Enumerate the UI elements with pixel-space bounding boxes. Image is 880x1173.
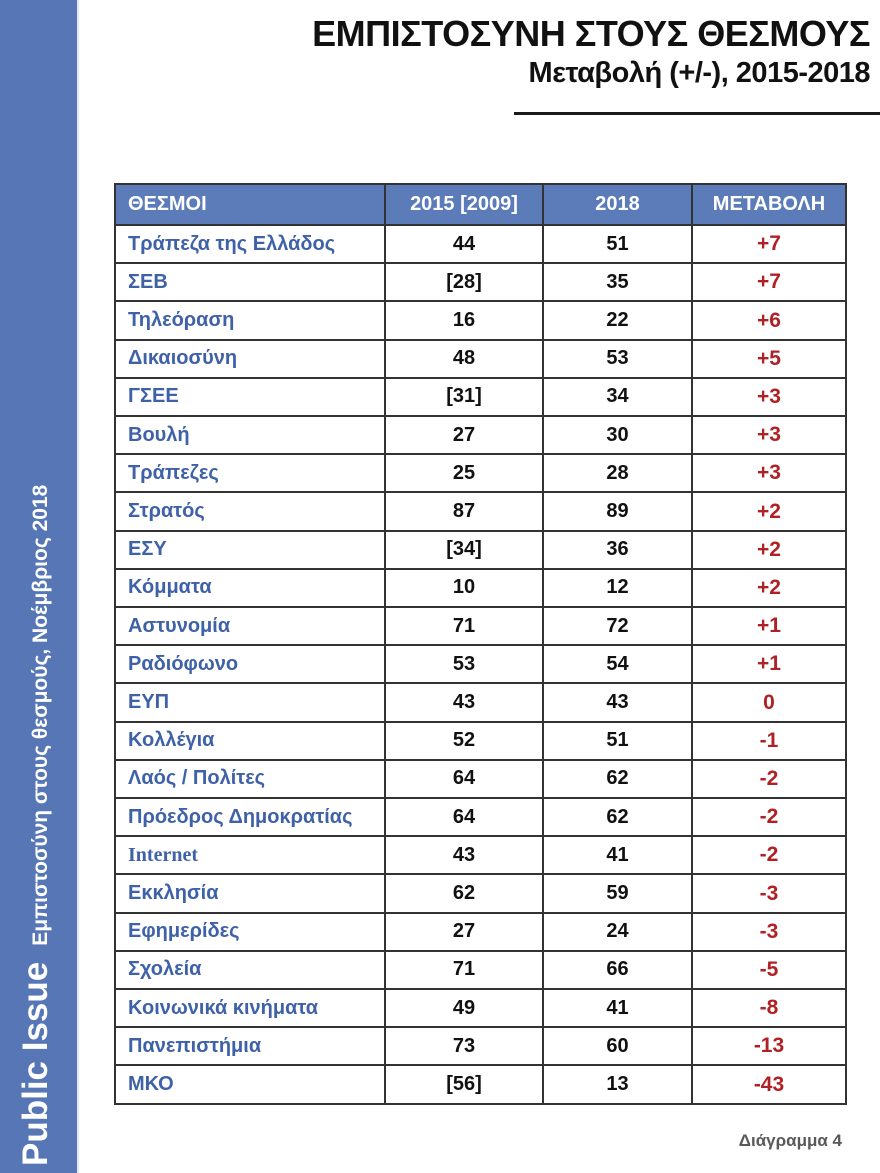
change-value-cell: -8 bbox=[692, 989, 846, 1027]
value-2015-cell: 10 bbox=[385, 569, 543, 607]
value-2015-cell: [28] bbox=[385, 263, 543, 301]
table-row bbox=[115, 225, 846, 263]
table-row bbox=[115, 874, 846, 912]
institution-name-cell: Δικαιοσύνη bbox=[115, 340, 385, 378]
value-2015-cell: 71 bbox=[385, 607, 543, 645]
institution-name-cell: ΜΚΟ bbox=[115, 1065, 385, 1104]
table-row bbox=[115, 760, 846, 798]
value-2015-cell: 64 bbox=[385, 798, 543, 836]
table-row bbox=[115, 301, 846, 339]
table-row bbox=[115, 454, 846, 492]
table-row bbox=[115, 989, 846, 1027]
value-2015-cell: [34] bbox=[385, 531, 543, 569]
change-value-cell: -1 bbox=[692, 722, 846, 760]
change-value-cell: +1 bbox=[692, 645, 846, 683]
value-2018-cell: 41 bbox=[543, 989, 692, 1027]
institution-name-cell: Αστυνομία bbox=[115, 607, 385, 645]
value-2015-cell: 16 bbox=[385, 301, 543, 339]
table-row bbox=[115, 378, 846, 416]
table-row bbox=[115, 416, 846, 454]
change-value-cell: -13 bbox=[692, 1027, 846, 1065]
sidebar bbox=[0, 0, 79, 1173]
table-row bbox=[115, 607, 846, 645]
trust-institutions-table bbox=[114, 183, 847, 1105]
value-2018-cell: 30 bbox=[543, 416, 692, 454]
institution-name-cell: ΕΣΥ bbox=[115, 531, 385, 569]
change-value-cell: +7 bbox=[692, 225, 846, 263]
table-row bbox=[115, 492, 846, 530]
institution-name-cell: Internet bbox=[115, 836, 385, 874]
change-value-cell: -5 bbox=[692, 951, 846, 989]
value-2018-cell: 89 bbox=[543, 492, 692, 530]
page-title: ΕΜΠΙΣΤΟΣΥΝΗ ΣΤΟΥΣ ΘΕΣΜΟΥΣ bbox=[312, 13, 870, 54]
value-2018-cell: 72 bbox=[543, 607, 692, 645]
chart-number: Διάγραμμα 4 bbox=[738, 1131, 842, 1150]
value-2015-cell: 52 bbox=[385, 722, 543, 760]
table-row bbox=[115, 798, 846, 836]
table-row bbox=[115, 263, 846, 301]
sidebar-vertical-text bbox=[16, 485, 56, 1166]
value-2018-cell: 54 bbox=[543, 645, 692, 683]
change-value-cell: +2 bbox=[692, 531, 846, 569]
change-value-cell: -2 bbox=[692, 836, 846, 874]
value-2018-cell: 66 bbox=[543, 951, 692, 989]
page-subtitle: Μεταβολή (+/-), 2015-2018 bbox=[528, 57, 870, 90]
value-2015-cell: 48 bbox=[385, 340, 543, 378]
change-value-cell: -43 bbox=[692, 1065, 846, 1104]
table-row bbox=[115, 569, 846, 607]
table-row bbox=[115, 1065, 846, 1104]
institution-name-cell: Πανεπιστήμια bbox=[115, 1027, 385, 1065]
value-2015-cell: 73 bbox=[385, 1027, 543, 1065]
value-2018-cell: 24 bbox=[543, 913, 692, 951]
brand-logo-text: Public Issue bbox=[16, 961, 55, 1166]
table-row bbox=[115, 531, 846, 569]
value-2015-cell: 27 bbox=[385, 416, 543, 454]
institution-name-cell: Κοινωνικά κινήματα bbox=[115, 989, 385, 1027]
value-2018-cell: 62 bbox=[543, 798, 692, 836]
column-header-institutions: ΘΕΣΜΟΙ bbox=[115, 184, 385, 225]
value-2018-cell: 41 bbox=[543, 836, 692, 874]
change-value-cell: +2 bbox=[692, 492, 846, 530]
value-2018-cell: 59 bbox=[543, 874, 692, 912]
change-value-cell: +6 bbox=[692, 301, 846, 339]
title-underline bbox=[514, 112, 880, 115]
institution-name-cell: Λαός / Πολίτες bbox=[115, 760, 385, 798]
table-row bbox=[115, 645, 846, 683]
institution-name-cell: ΣΕΒ bbox=[115, 263, 385, 301]
institution-name-cell: Κόμματα bbox=[115, 569, 385, 607]
sidebar-caption: Εμπιστοσύνη στους θεσμούς, Νοέμβριος 2018 bbox=[29, 484, 52, 946]
value-2018-cell: 53 bbox=[543, 340, 692, 378]
institution-name-cell: Τράπεζα της Ελλάδος bbox=[115, 225, 385, 263]
value-2015-cell: 71 bbox=[385, 951, 543, 989]
value-2015-cell: 53 bbox=[385, 645, 543, 683]
value-2015-cell: 43 bbox=[385, 836, 543, 874]
change-value-cell: +7 bbox=[692, 263, 846, 301]
table-row bbox=[115, 722, 846, 760]
value-2015-cell: 64 bbox=[385, 760, 543, 798]
institution-name-cell: Εκκλησία bbox=[115, 874, 385, 912]
change-value-cell: -3 bbox=[692, 874, 846, 912]
column-header-change: ΜΕΤΑΒΟΛΗ bbox=[692, 184, 846, 225]
column-header-2018: 2018 bbox=[543, 184, 692, 225]
value-2015-cell: 44 bbox=[385, 225, 543, 263]
institution-name-cell: Βουλή bbox=[115, 416, 385, 454]
table-row bbox=[115, 913, 846, 951]
value-2015-cell: 49 bbox=[385, 989, 543, 1027]
change-value-cell: +3 bbox=[692, 378, 846, 416]
institution-name-cell: Τράπεζες bbox=[115, 454, 385, 492]
value-2018-cell: 60 bbox=[543, 1027, 692, 1065]
value-2015-cell: 25 bbox=[385, 454, 543, 492]
value-2018-cell: 36 bbox=[543, 531, 692, 569]
value-2018-cell: 35 bbox=[543, 263, 692, 301]
value-2015-cell: 62 bbox=[385, 874, 543, 912]
value-2018-cell: 12 bbox=[543, 569, 692, 607]
change-value-cell: 0 bbox=[692, 683, 846, 721]
change-value-cell: -3 bbox=[692, 913, 846, 951]
value-2015-cell: [56] bbox=[385, 1065, 543, 1104]
change-value-cell: -2 bbox=[692, 798, 846, 836]
institution-name-cell: ΕΥΠ bbox=[115, 683, 385, 721]
institution-name-cell: Στρατός bbox=[115, 492, 385, 530]
change-value-cell: +2 bbox=[692, 569, 846, 607]
value-2018-cell: 34 bbox=[543, 378, 692, 416]
value-2015-cell: 87 bbox=[385, 492, 543, 530]
value-2015-cell: 27 bbox=[385, 913, 543, 951]
value-2018-cell: 43 bbox=[543, 683, 692, 721]
change-value-cell: +3 bbox=[692, 454, 846, 492]
institution-name-cell: Κολλέγια bbox=[115, 722, 385, 760]
institution-name-cell: Πρόεδρος Δημοκρατίας bbox=[115, 798, 385, 836]
table-row bbox=[115, 683, 846, 721]
title-block bbox=[90, 14, 870, 90]
value-2018-cell: 22 bbox=[543, 301, 692, 339]
institution-name-cell: Σχολεία bbox=[115, 951, 385, 989]
institution-name-cell: Τηλεόραση bbox=[115, 301, 385, 339]
change-value-cell: +1 bbox=[692, 607, 846, 645]
value-2018-cell: 62 bbox=[543, 760, 692, 798]
change-value-cell: +5 bbox=[692, 340, 846, 378]
institution-name-cell: Εφημερίδες bbox=[115, 913, 385, 951]
value-2018-cell: 28 bbox=[543, 454, 692, 492]
value-2018-cell: 51 bbox=[543, 225, 692, 263]
table-row bbox=[115, 340, 846, 378]
institution-name-cell: ΓΣΕΕ bbox=[115, 378, 385, 416]
table-row bbox=[115, 836, 846, 874]
table-header-row bbox=[115, 184, 846, 225]
change-value-cell: +3 bbox=[692, 416, 846, 454]
institution-name-cell: Ραδιόφωνο bbox=[115, 645, 385, 683]
change-value-cell: -2 bbox=[692, 760, 846, 798]
value-2018-cell: 51 bbox=[543, 722, 692, 760]
table-row bbox=[115, 951, 846, 989]
table-row bbox=[115, 1027, 846, 1065]
column-header-2015: 2015 [2009] bbox=[385, 184, 543, 225]
value-2015-cell: [31] bbox=[385, 378, 543, 416]
value-2015-cell: 43 bbox=[385, 683, 543, 721]
value-2018-cell: 13 bbox=[543, 1065, 692, 1104]
